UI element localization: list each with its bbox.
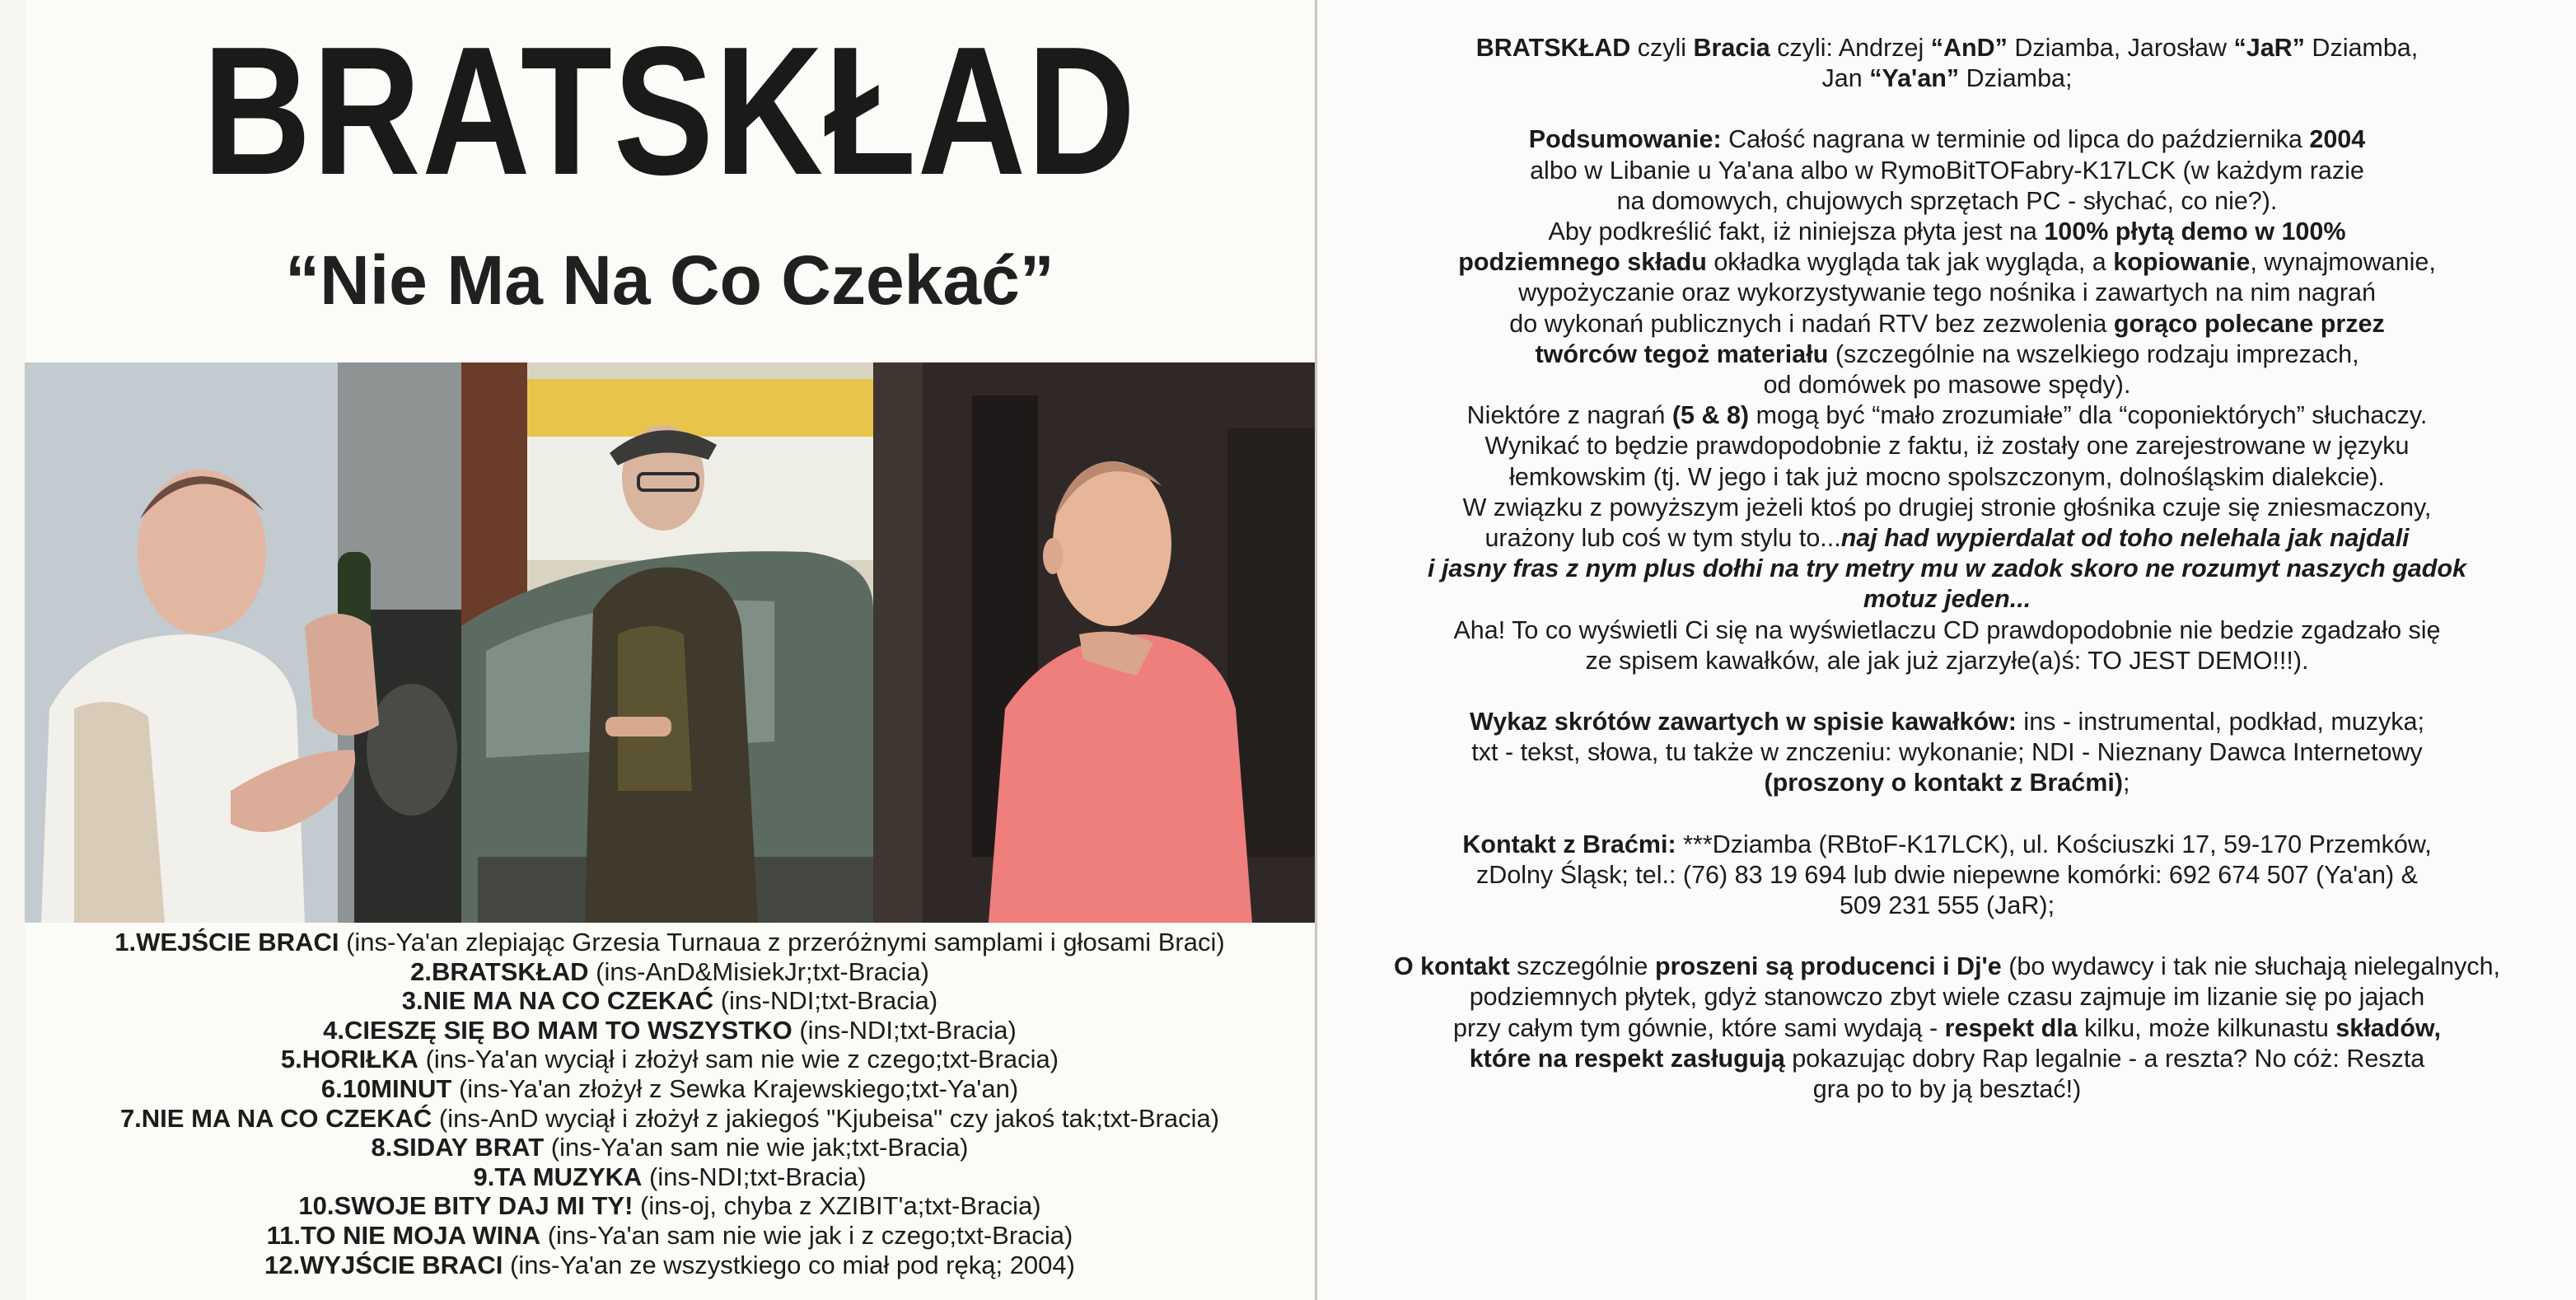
track-number: 6. xyxy=(320,1073,343,1103)
photo-left-illustration xyxy=(25,362,461,923)
track-item xyxy=(25,1221,1315,1251)
bold-text: składów, xyxy=(2335,1013,2441,1042)
track-credits: (ins-Ya'an sam nie wie jak i z czego;txt-Bracia) xyxy=(547,1220,1073,1250)
track-number: 10. xyxy=(298,1191,334,1221)
plain-text: na domowych, chujowych sprzętach PC - słychać, co nie?). xyxy=(1616,186,2278,215)
plain-text: urażony lub coś w tym stylu to... xyxy=(1484,524,1841,553)
track-number: 12. xyxy=(264,1250,301,1279)
summary-paragraph xyxy=(1318,124,2576,676)
track-credits: (ins-NDI;txt-Bracia) xyxy=(799,1015,1017,1045)
track-item xyxy=(25,1016,1315,1045)
plain-text: Dziamba, xyxy=(2304,34,2419,62)
bold-text: gorąco polecane przez xyxy=(2113,309,2385,338)
bold-text: respekt dla xyxy=(1944,1013,2078,1042)
plain-text: czyli xyxy=(1630,34,1694,62)
plain-text: Niektóre z nagrań xyxy=(1466,401,1672,430)
bold-text: Wykaz skrótów zawartych w spisie kawałków: xyxy=(1470,708,2017,737)
plain-text: zDolny Śląsk; tel.: (76) 83 19 694 lub dwie niepewne komórki: 692 674 507 (Ya'an) & xyxy=(1476,860,2418,889)
text-line xyxy=(1318,737,2576,768)
track-credits: (ins-Ya'an ze wszystkiego co miał pod ręką; 2004) xyxy=(510,1250,1075,1279)
track-number: 4. xyxy=(323,1015,345,1045)
plain-text: 509 231 555 (JaR); xyxy=(1839,891,2055,920)
text-line xyxy=(1318,493,2576,523)
plain-text: W związku z powyższym jeżeli ktoś po drugiej stronie głośnika czuje się zniesmaczony, xyxy=(1462,493,2432,521)
track-item xyxy=(25,928,1315,957)
track-credits: (ins-Ya'an zlepiając Grzesia Turnaua z przeróżnymi samplami i głosami Braci) xyxy=(346,928,1225,956)
text-line xyxy=(1318,584,2576,615)
inner-liner-notes xyxy=(1318,0,2576,1300)
fold-line xyxy=(1315,0,1317,1300)
plain-text: Aby podkreślić fakt, iż niniejsza płyta jest na xyxy=(1548,217,2045,246)
bold-text: “JaR” xyxy=(2233,34,2305,62)
text-line xyxy=(1318,462,2576,493)
plain-text: Wynikać to będzie prawdopodobnie z faktu, iż zostały one zarejestrowane w języku xyxy=(1484,432,2410,461)
track-number: 3. xyxy=(401,986,423,1016)
text-line xyxy=(1318,523,2576,554)
track-item xyxy=(25,1074,1315,1104)
bold-text: BRATSKŁAD xyxy=(1475,34,1631,62)
track-item xyxy=(25,1191,1315,1221)
text-line xyxy=(1318,63,2576,94)
bold-text: Bracia xyxy=(1693,34,1770,62)
text-line xyxy=(1318,830,2576,860)
track-item xyxy=(25,1133,1315,1162)
spacer xyxy=(1318,799,2576,830)
track-credits: (ins-AnD&MisiekJr;txt-Bracia) xyxy=(596,956,929,986)
plain-text: Dziamba; xyxy=(1959,64,2073,93)
italic-text: naj had wypierdalat od toho nelehala jak najdali xyxy=(1840,524,2410,553)
text-line xyxy=(1318,1074,2576,1105)
plain-text: do wykonań publicznych i nadań RTV bez zezwolenia xyxy=(1509,309,2114,338)
outro-paragraph xyxy=(1318,952,2576,1105)
spacer xyxy=(1318,921,2576,952)
text-line xyxy=(1318,707,2576,737)
track-number: 9. xyxy=(473,1162,495,1191)
text-line xyxy=(1318,309,2576,339)
photo-right-member xyxy=(873,362,1315,923)
text-line xyxy=(1318,33,2576,63)
text-line xyxy=(1318,278,2576,308)
text-line xyxy=(1318,247,2576,278)
track-title: TO NIE MOJA WINA xyxy=(301,1220,541,1250)
text-line xyxy=(1318,339,2576,370)
plain-text: ; xyxy=(2123,769,2130,797)
track-title: HORIŁKA xyxy=(302,1045,418,1074)
track-title: NIE MA NA CO CZEKAĆ xyxy=(141,1103,432,1133)
text-line xyxy=(1318,370,2576,400)
bold-text: Kontakt z Braćmi: xyxy=(1462,830,1676,858)
track-title: SWOJE BITY DAJ MI TY! xyxy=(334,1191,633,1221)
bold-text: (proszony o kontakt z Braćmi) xyxy=(1764,769,2124,797)
contact-paragraph xyxy=(1318,830,2576,922)
track-number: 1. xyxy=(115,928,137,956)
plain-text: ins - instrumental, podkład, muzyka; xyxy=(2016,708,2424,737)
track-credits: (ins-Ya'an wyciął i złożył sam nie wie z czego;txt-Bracia) xyxy=(425,1045,1059,1074)
bold-text: “AnD” xyxy=(1930,34,2008,62)
bold-text: “Ya'an” xyxy=(1869,64,1960,93)
spacer xyxy=(1318,94,2576,124)
plain-text: czyli: Andrzej xyxy=(1770,34,1931,62)
track-title: SIDAY BRAT xyxy=(392,1133,545,1162)
bold-text: podziemnego składu xyxy=(1458,248,1707,277)
text-line xyxy=(1318,124,2576,155)
track-item xyxy=(25,1251,1315,1280)
track-title: BRATSKŁAD xyxy=(431,956,589,986)
track-title: TA MUZYKA xyxy=(494,1162,643,1191)
plain-text: ze spisem kawałków, ale jak już zjarzyłe(a)ś: TO JEST DEMO!!!). xyxy=(1585,646,2309,675)
bold-text: (5 & 8) xyxy=(1671,401,1750,430)
bold-text: twórców tegoż materiału xyxy=(1535,339,1829,368)
plain-text: txt - tekst, słowa, tu także w znczeniu: wykonanie; NDI - Nieznany Dawca Internetowy xyxy=(1471,738,2423,767)
text-line xyxy=(1318,186,2576,217)
text-line xyxy=(1318,768,2576,798)
bold-text: 2004 xyxy=(2309,125,2366,154)
plain-text: Jan xyxy=(1821,64,1870,93)
track-credits: (ins-NDI;txt-Bracia) xyxy=(720,986,938,1016)
track-number: 5. xyxy=(280,1045,302,1074)
track-item xyxy=(25,1045,1315,1074)
track-item xyxy=(25,1162,1315,1192)
plain-text: łemkowskim (tj. W jego i tak już mocno spolszczonym, dolnośląskim dialekcie). xyxy=(1509,462,2385,491)
abbreviations-paragraph xyxy=(1318,707,2576,799)
track-number: 2. xyxy=(410,956,432,986)
text-line xyxy=(1318,982,2576,1012)
plain-text: Dziamba, Jarosław xyxy=(2007,34,2234,62)
text-line xyxy=(1318,156,2576,186)
track-number: 11. xyxy=(266,1220,302,1250)
track-credits: (ins-NDI;txt-Bracia) xyxy=(649,1162,867,1191)
track-number: 7. xyxy=(119,1103,142,1133)
italic-text: i jasny fras z nym plus dołhi na try metry mu w zadok skoro ne rozumyt naszych gadok xyxy=(1428,554,2466,583)
text-line xyxy=(1318,1013,2576,1044)
photo-left-member xyxy=(25,362,461,923)
track-item xyxy=(25,957,1315,987)
track-title: 10MINUT xyxy=(342,1073,452,1103)
text-line xyxy=(1318,952,2576,982)
spacer xyxy=(1318,676,2576,707)
plain-text: podziemnych płytek, gdyż stanowczo zbyt wiele czasu zajmuje im lizanie się po jajach xyxy=(1469,983,2425,1012)
photo-middle-illustration xyxy=(461,362,873,923)
plain-text: (bo wydawcy i tak nie słuchają nielegalnych, xyxy=(2001,952,2501,981)
text-line xyxy=(1318,646,2576,676)
plain-text: kilku, może kilkunastu xyxy=(2077,1013,2336,1042)
text-line xyxy=(1318,891,2576,921)
track-number: 8. xyxy=(371,1133,393,1162)
bold-text: Podsumowanie: xyxy=(1528,125,1722,154)
plain-text: Aha! To co wyświetli Ci się na wyświetlaczu CD prawdopodobnie nie bedzie zgadzało się xyxy=(1453,615,2441,644)
track-item xyxy=(25,1104,1315,1134)
liner-notes-text xyxy=(1318,33,2576,1105)
bold-text: O kontakt xyxy=(1393,952,1510,981)
plain-text: mogą być “mało zrozumiałe” dla “coponiektórych” słuchaczy. xyxy=(1749,401,2428,430)
italic-text: motuz jeden... xyxy=(1863,585,2031,614)
plain-text: (szczególnie na wszelkiego rodzaju imprezach, xyxy=(1828,339,2359,368)
bold-text: 100% płytą demo w 100% xyxy=(2044,217,2346,246)
track-title: NIE MA NA CO CZEKAĆ xyxy=(423,986,714,1016)
plain-text: od domówek po masowe spędy). xyxy=(1763,371,2131,400)
track-credits: (ins-Ya'an sam nie wie jak;txt-Bracia) xyxy=(550,1133,969,1162)
plain-text: Całość nagrana w terminie od lipca do października xyxy=(1721,125,2310,154)
track-title: WEJŚCIE BRACI xyxy=(136,928,339,956)
tracklist xyxy=(25,928,1315,1279)
track-credits: (ins-Ya'an złożył z Sewka Krajewskiego;txt-Ya'an) xyxy=(458,1073,1019,1103)
plain-text: wypożyczanie oraz wykorzystywanie tego nośnika i zawartych na nim nagrań xyxy=(1518,278,2376,307)
text-line xyxy=(1318,400,2576,431)
track-title: WYJŚCIE BRACI xyxy=(300,1250,503,1279)
plain-text: okładka wygląda tak jak wygląda, a xyxy=(1706,248,2114,277)
bold-text: kopiowanie xyxy=(2113,248,2251,277)
front-cover xyxy=(25,0,1315,1300)
plain-text: ***Dziamba (RBtoF-K17LCK), ul. Kościuszki 17, 59-170 Przemków, xyxy=(1676,830,2432,858)
track-credits: (ins-oj, chyba z XZIBIT'a;txt-Bracia) xyxy=(640,1191,1041,1221)
plain-text: albo w Libanie u Ya'ana albo w RymoBitTOFabry-K17LCK (w każdym razie xyxy=(1530,156,2364,185)
text-line xyxy=(1318,431,2576,461)
bold-text: które na respekt zasługują xyxy=(1469,1044,1785,1073)
album-title: “Nie Ma Na Co Czekać” xyxy=(285,241,1054,319)
plain-text: przy całym tym gównie, które sami wydają - xyxy=(1453,1013,1945,1042)
text-line xyxy=(1318,1044,2576,1074)
photo-strip xyxy=(25,362,1315,923)
plain-text: pokazując dobry Rap legalnie - a reszta? No cóż: Reszta xyxy=(1784,1044,2425,1073)
plain-text: gra po to by ją besztać!) xyxy=(1812,1075,2082,1104)
text-line xyxy=(1318,217,2576,247)
plain-text: szczególnie xyxy=(1509,952,1655,981)
bold-text: proszeni są producenci i Dj'e xyxy=(1654,952,2002,981)
band-title: BRATSKŁAD xyxy=(203,9,1137,213)
intro-paragraph xyxy=(1318,33,2576,94)
text-line xyxy=(1318,860,2576,891)
plain-text: , wynajmowanie, xyxy=(2250,248,2436,277)
track-credits: (ins-AnD wyciął i złożył z jakiegoś "Kjubeisa" czy jakoś tak;txt-Bracia) xyxy=(438,1103,1220,1133)
photo-right-illustration xyxy=(873,362,1315,923)
text-line xyxy=(1318,554,2576,584)
track-title: CIESZĘ SIĘ BO MAM TO WSZYSTKO xyxy=(344,1015,792,1045)
text-line xyxy=(1318,615,2576,646)
photo-middle-member xyxy=(461,362,873,923)
track-item xyxy=(25,986,1315,1016)
